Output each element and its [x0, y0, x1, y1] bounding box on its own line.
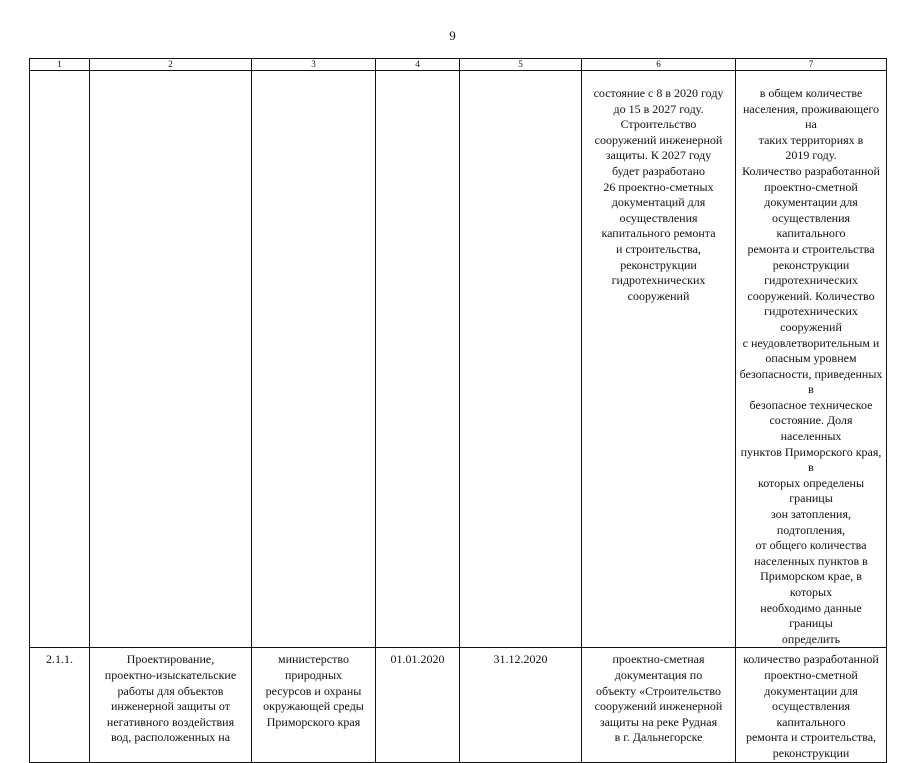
- column-header-2: 2: [90, 59, 252, 71]
- cell-expected-result: проектно-сметная документация по объекту «Строительство сооружений инженерной защиты на реке Рудная в г. Дальнегорске: [582, 648, 736, 762]
- column-header-1: 1: [30, 59, 90, 71]
- cell-number: 2.1.1.: [30, 648, 90, 762]
- column-header-6: 6: [582, 59, 736, 71]
- column-header-3: 3: [252, 59, 376, 71]
- page-number: 9: [449, 28, 456, 43]
- table-row: [30, 71, 887, 648]
- cell-indicator: количество разработанной проектно-сметной документации для осуществления капитального ремонта и строительства, реконструкции: [736, 648, 887, 762]
- cell-end-date: [460, 71, 582, 648]
- cell-end-date: 31.12.2020: [460, 648, 582, 762]
- program-table: [29, 58, 887, 763]
- table-row: [30, 648, 887, 762]
- column-header-7: 7: [736, 59, 887, 71]
- cell-start-date: 01.01.2020: [376, 648, 460, 762]
- cell-indicator: в общем количестве населения, проживающего на таких территориях в 2019 году. Количество разработанной проектно-сметной документации для осуществления капитального ремонта и строительства реконструкции гидротехнических сооружений. Количество гидротехнических сооружений с неудовлетворительным и опасным уровнем безопасности, приведенных в безопасное техническое состояние. Доля населенных пунктов Приморского края, в которых определены границы зон затопления, подтопления, от общего количества населенных пунктов в Приморском крае, в которых необходимо данные границы определить: [736, 71, 887, 648]
- column-header-4: 4: [376, 59, 460, 71]
- cell-number: [30, 71, 90, 648]
- cell-start-date: [376, 71, 460, 648]
- cell-expected-result: состояние с 8 в 2020 году до 15 в 2027 году. Строительство сооружений инженерной защиты. К 2027 году будет разработано 26 проектно-сметных документаций для осуществления капитального ремонта и строительства, реконструкции гидротехнических сооружений: [582, 71, 736, 648]
- cell-activity: Проектирование, проектно-изыскательские работы для объектов инженерной защиты от негативного воздействия вод, расположенных на: [90, 648, 252, 762]
- column-header-5: 5: [460, 59, 582, 71]
- cell-executor: [252, 71, 376, 648]
- header-row: [30, 59, 887, 71]
- cell-executor: министерство природных ресурсов и охраны окружающей среды Приморского края: [252, 648, 376, 762]
- cell-activity: [90, 71, 252, 648]
